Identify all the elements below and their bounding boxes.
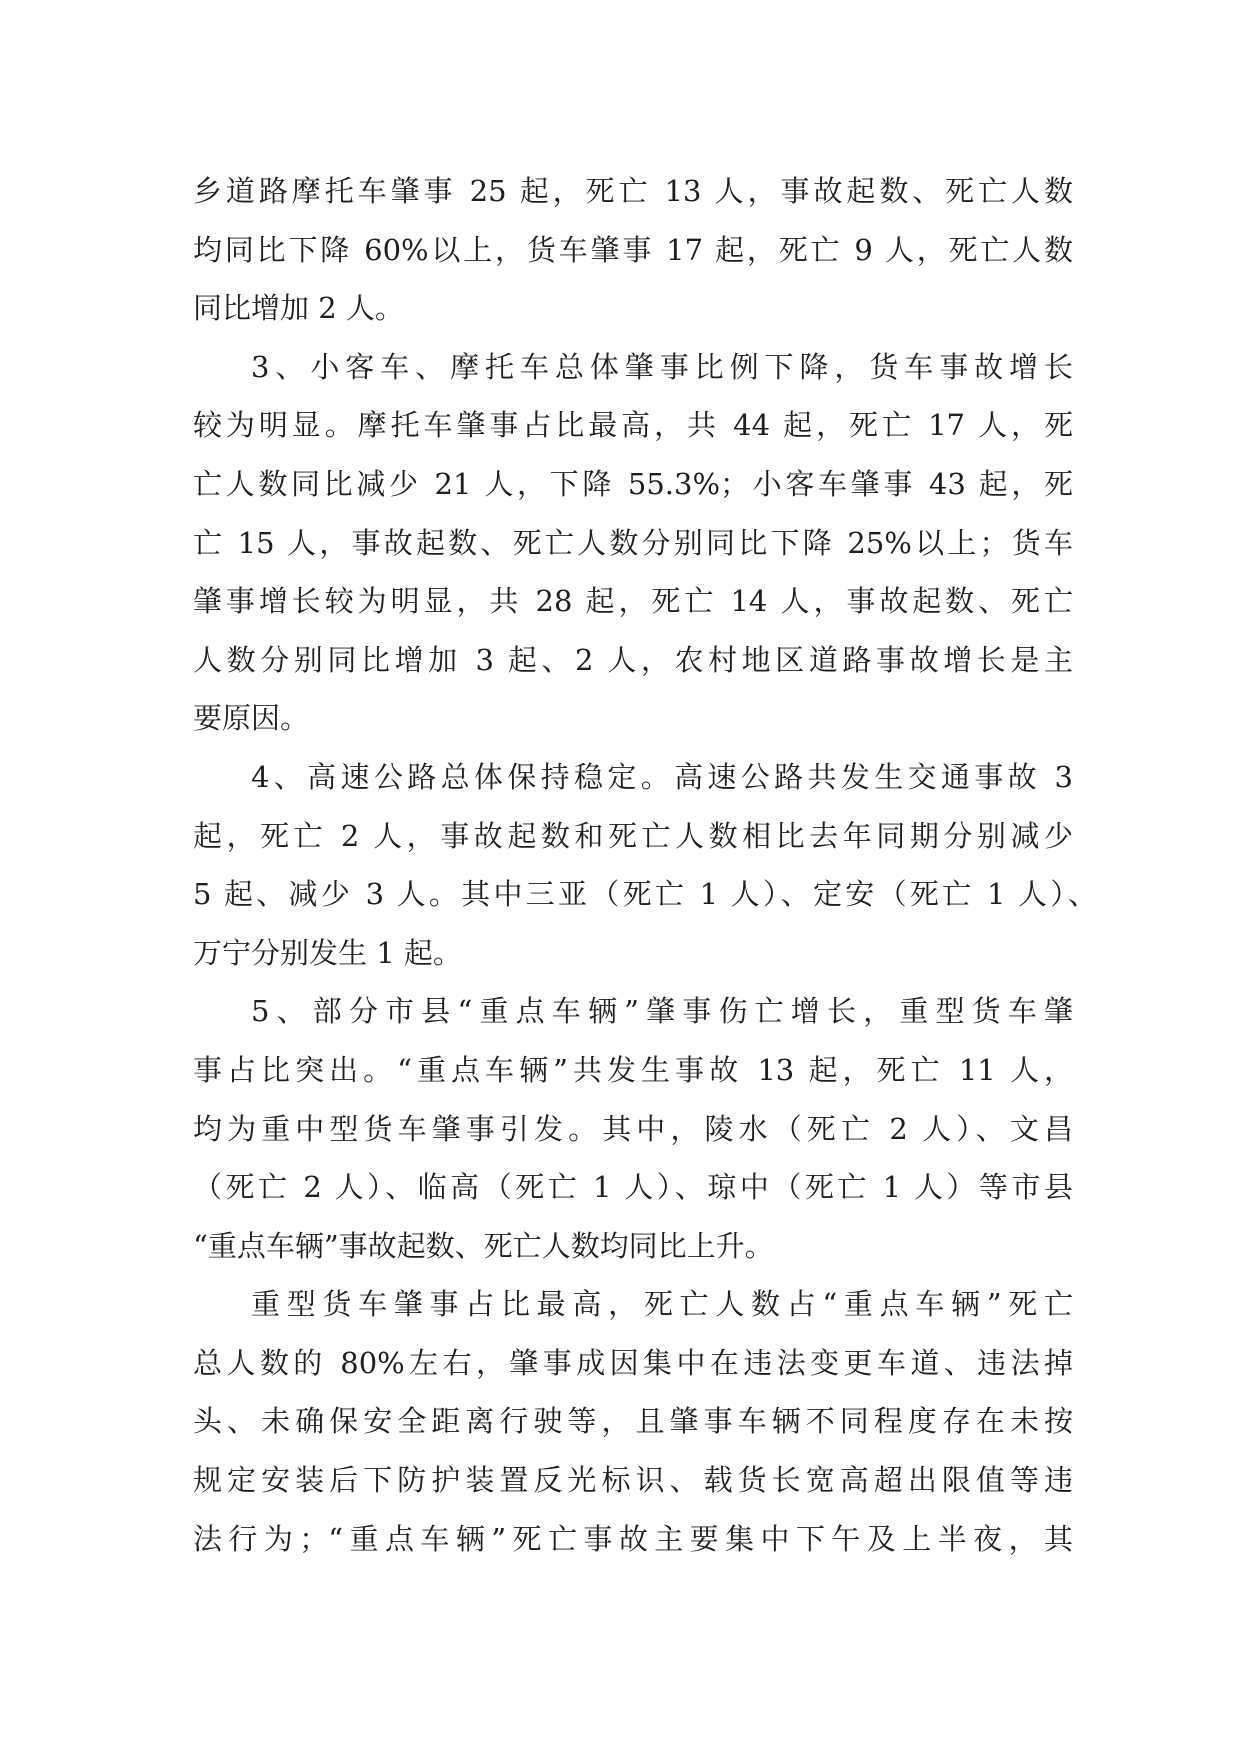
text-line: 均同比下降 60%以上，货车肇事 17 起，死亡 9 人，死亡人数 (193, 232, 1073, 267)
text-line: 同比增加 2 人。 (193, 291, 404, 326)
text-line: 法行为；“重点车辆”死亡事故主要集中下午及上半夜，其 (193, 1521, 1073, 1556)
paragraph-5-heading: 5、部分市县“重点车辆”肇事伤亡增长，重型货车肇 (251, 994, 1073, 1029)
text-line: 均为重中型货车肇事引发。其中，陵水（死亡 2 人）、文昌 (193, 1111, 1073, 1146)
text-line: 肇事增长较为明显，共 28 起，死亡 14 人，事故起数、死亡 (193, 584, 1073, 619)
paragraph-3-heading: 3、小客车、摩托车总体肇事比例下降，货车事故增长 (251, 349, 1073, 384)
text-line: 万宁分别发生 1 起。 (193, 935, 462, 970)
paragraph-4-heading: 4、高速公路总体保持稳定。高速公路共发生交通事故 3 (251, 759, 1073, 794)
text-line: “重点车辆”事故起数、死亡人数均同比上升。 (193, 1228, 774, 1263)
text-line: 乡道路摩托车肇事 25 起，死亡 13 人，事故起数、死亡人数 (193, 174, 1073, 208)
body-text (193, 162, 1097, 1568)
text-line: 规定安装后下防护装置反光标识、载货长宽高超出限值等违 (193, 1463, 1073, 1498)
text-line: 亡 15 人，事故起数、死亡人数分别同比下降 25%以上；货车 (193, 525, 1073, 560)
text-line: 事占比突出。“重点车辆”共发生事故 13 起，死亡 11 人， (193, 1052, 1073, 1087)
text-line: 较为明显。摩托车肇事占比最高，共 44 起，死亡 17 人，死 (193, 408, 1073, 443)
text-line: 人数分别同比增加 3 起、2 人，农村地区道路事故增长是主 (193, 642, 1073, 677)
text-line: 头、未确保安全距离行驶等，且肇事车辆不同程度存在未按 (193, 1404, 1073, 1439)
text-line: 亡人数同比减少 21 人，下降 55.3%；小客车肇事 43 起，死 (193, 466, 1073, 501)
text-line: 要原因。 (193, 701, 310, 736)
text-line: 起，死亡 2 人，事故起数和死亡人数相比去年同期分别减少 (193, 818, 1073, 853)
paragraph-heavy-truck-heading: 重型货车肇事占比最高，死亡人数占“重点车辆”死亡 (251, 1287, 1073, 1322)
text-line: （死亡 2 人）、临高（死亡 1 人）、琼中（死亡 1 人）等市县 (193, 1170, 1073, 1205)
text-line: 5 起、减少 3 人。其中三亚（死亡 1 人）、定安（死亡 1 人）、 (193, 877, 1097, 912)
text-line: 总人数的 80%左右，肇事成因集中在违法变更车道、违法掉 (193, 1345, 1073, 1380)
